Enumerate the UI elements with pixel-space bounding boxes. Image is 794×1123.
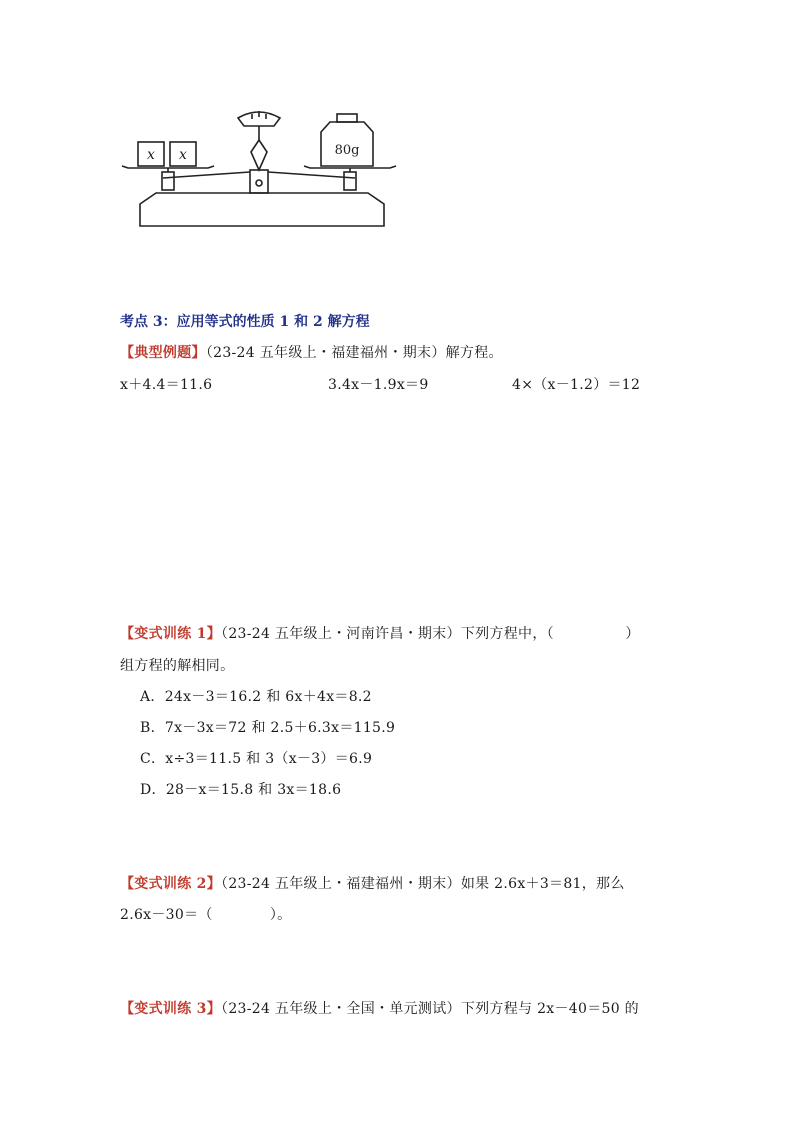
box-label: x	[179, 147, 187, 163]
practice-2-stem-continued: 2.6x－30＝（ ）。	[120, 907, 292, 923]
practice-3-question	[120, 998, 639, 1018]
practice-1-stem: （23-24 五年级上・河南许昌・期末）下列方程中，（ ）	[221, 626, 640, 642]
equation-1: x＋4.4＝11.6	[120, 377, 213, 393]
scale-pointer	[251, 140, 267, 170]
practice-2-tag: 【变式训练 2】	[120, 876, 222, 892]
equation-3: 4×（x－1.2）＝12	[512, 377, 641, 393]
practice-1-stem-continued: 组方程的解相同。	[120, 658, 235, 674]
practice-2-question	[120, 873, 625, 893]
equation-2: 3.4x－1.9x＝9	[328, 377, 429, 393]
example-source: （23-24 五年级上・福建福州・期末）解方程。	[205, 345, 503, 361]
practice-3-stem: （23-24 五年级上・全国・单元测试）下列方程与 2x－40＝50 的	[221, 1001, 639, 1017]
example-question	[120, 342, 503, 362]
option-a: A．24x－3＝16.2 和 6x＋4x＝8.2	[140, 689, 372, 705]
option-b: B．7x－3x＝72 和 2.5＋6.3x＝115.9	[140, 720, 396, 736]
left-pan	[122, 166, 214, 168]
scale-beam	[163, 172, 355, 178]
scale-base	[140, 193, 384, 226]
balance-scale-figure	[118, 100, 410, 234]
weight-label: 80g	[334, 143, 360, 158]
balance-scale-illustration	[118, 100, 410, 230]
option-c: C．x÷3＝11.5 和 3（x－3）＝6.9	[140, 751, 373, 767]
section-heading: 考点 3：应用等式的性质 1 和 2 解方程	[120, 314, 370, 330]
option-d: D．28－x＝15.8 和 3x＝18.6	[140, 782, 342, 798]
scale-column	[250, 170, 268, 193]
practice-3-tag: 【变式训练 3】	[120, 1001, 222, 1017]
example-tag: 【典型例题】	[120, 345, 206, 361]
practice-2-stem: （23-24 五年级上・福建福州・期末）如果 2.6x＋3＝81，那么	[221, 876, 625, 892]
practice-1-question	[120, 623, 640, 643]
box-label: x	[147, 147, 155, 163]
practice-1-tag: 【变式训练 1】	[120, 626, 222, 642]
